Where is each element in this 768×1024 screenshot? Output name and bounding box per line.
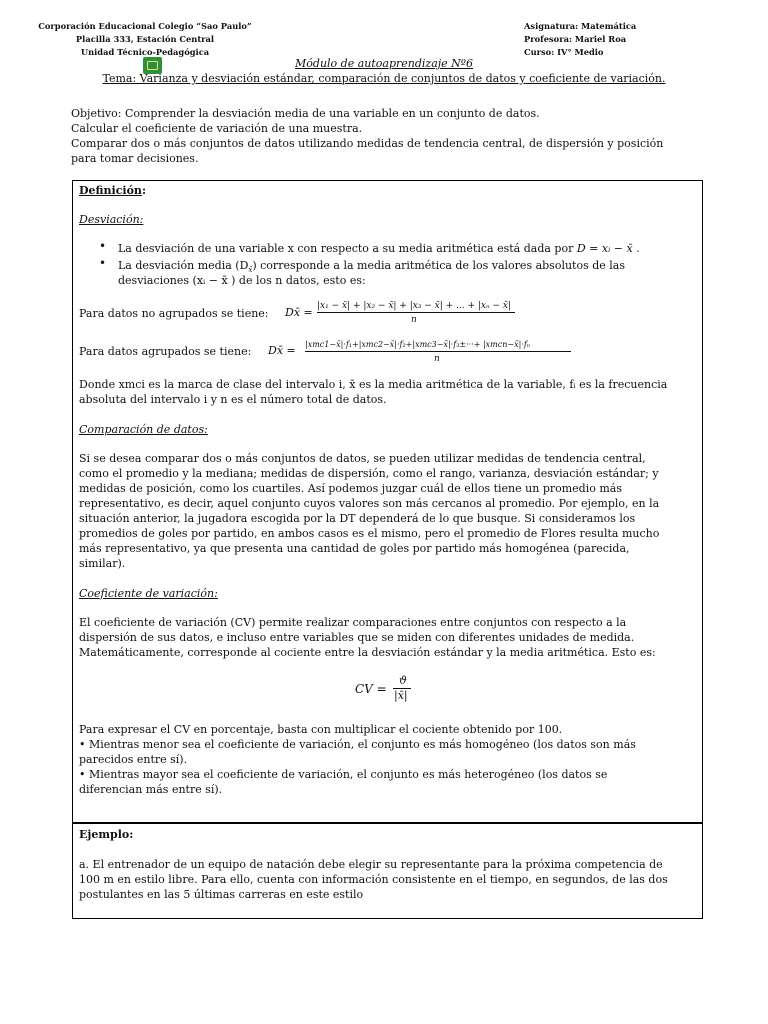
cv-formula-denominator: |x̄| (394, 689, 408, 702)
cv-formula-lhs: CV = (355, 682, 387, 696)
objective-line: para tomar decisiones. (71, 152, 199, 165)
course: Curso: IV° Medio (524, 47, 604, 57)
objective-line: Calcular el coeficiente de variación de una muestra. (71, 122, 363, 135)
deviation-bullet: La desviación de una variable x con respecto a su media aritmética está dada por D = xᵢ − x̄ . (118, 242, 640, 255)
course-info (524, 20, 636, 59)
comparison-line: representativo, es decir, aquel conjunto cuyos valores son más cercanos al promedio. Por ejemplo, en la (79, 497, 660, 510)
example-heading: Ejemplo: (79, 828, 134, 841)
ungrouped-numerator: |x₁ − x̄| + |x₂ − x̄| + |x₃ − x̄| + ... + |xₙ − x̄| (317, 301, 512, 311)
example-line: a. El entrenador de un equipo de natación debe elegir su representante para la próxima competencia de (79, 858, 663, 871)
cv-heading: Coeficiente de variación: (79, 587, 218, 600)
deviation-heading: Desviación: (79, 213, 144, 226)
grouped-label: Para datos agrupados se tiene: (79, 345, 252, 358)
school-info (0, 20, 290, 59)
cv-line: El coeficiente de variación (CV) permite realizar comparaciones entre conjuntos con respecto a la (79, 616, 627, 629)
comparison-line: situación anterior, la jugadora escogida por la DT dependerá de lo que busque. Si consideramos los (79, 512, 636, 525)
school-unit: Unidad Técnico-Pedagógica (80, 47, 210, 57)
comparison-line: más representativo, ya que presenta una cantidad de goles por partido más homogénea (parecida, (79, 542, 630, 555)
cv-line: dispersión de sus datos, e incluso entre variables que se miden con diferentes unidades de medida. (79, 631, 635, 644)
comparison-line: similar). (79, 557, 126, 570)
cv-line: parecidos entre sí). (79, 753, 188, 766)
teacher: Profesora: Mariel Roa (524, 34, 627, 44)
example-box (72, 823, 703, 919)
comparison-line: medidas de posición, como los cuartiles. Así podemos juzgar cuál de ellos tiene un promedio más (79, 482, 622, 495)
ungrouped-label: Para datos no agrupados se tiene: (79, 307, 269, 320)
bullet-icon: • (99, 256, 107, 270)
grouped-numerator: |xmc1−x̄|·f₁+|xmc2−x̄|·f₂+|xmc3−x̄|·f₃±···+ |xmcn−x̄|·fₙ (305, 340, 531, 349)
topic-title: Tema: Varianza y desviación estándar, comparación de conjuntos de datos y coeficiente de variación. (102, 72, 666, 85)
comparison-line: promedios de goles por partido, en ambos casos es el mismo, pero el promedio de Flores resulta mucho (79, 527, 660, 540)
example-line: postulantes en las 5 últimas carreras en este estilo (79, 888, 364, 901)
subject: Asignatura: Matemática (524, 21, 637, 31)
school-address: Placilla 333, Estación Central (75, 34, 215, 44)
cv-line: • Mientras menor sea el coeficiente de variación, el conjunto es más homogéneo (los datos son más (79, 738, 636, 751)
cv-line: diferencian más entre sí). (79, 783, 223, 796)
comparison-line: como el promedio y la mediana; medidas de dispersión, como el rango, varianza, desviación estándar; y (79, 467, 659, 480)
grouped-lhs: Dx̄ = (268, 344, 296, 357)
where-line: Donde xmci es la marca de clase del intervalo i, x̄ es la media aritmética de la variable, fᵢ es la frecuencia (79, 378, 668, 391)
where-line: absoluta del intervalo i y n es el número total de datos. (79, 393, 387, 406)
mean-deviation-bullet-cont: desviaciones (xᵢ − x̄ ) de los n datos, esto es: (118, 274, 366, 287)
comparison-line: Si se desea comparar dos o más conjuntos de datos, se pueden utilizar medidas de tendencia central, (79, 452, 646, 465)
cv-line: Matemáticamente, corresponde al cociente entre la desviación estándar y la media aritmética. Esto es: (79, 646, 656, 659)
example-line: 100 m en estilo libre. Para ello, cuenta con información consistente en el tiempo, en segundos, de las dos (79, 873, 668, 886)
grouped-denominator: n (434, 354, 440, 364)
cv-formula-numerator: ϑ (399, 674, 407, 687)
cv-line: Para expresar el CV en porcentaje, basta con multiplicar el cociente obtenido por 100. (79, 723, 563, 736)
ungrouped-denominator: n (411, 315, 417, 325)
module-title: Módulo de autoaprendizaje Nº6 (295, 57, 473, 70)
mean-deviation-bullet: La desviación media $(D_{x̄})$ corresponde a la media aritmética de los valores absolutos de las (118, 259, 626, 275)
definition-heading: Definición: (79, 184, 146, 197)
cv-line: • Mientras mayor sea el coeficiente de variación, el conjunto es más heterogéneo (los datos se (79, 768, 608, 781)
objective-line: Objetivo: Comprender la desviación media de una variable en un conjunto de datos. (71, 107, 540, 120)
ungrouped-lhs: Dx̄ = (285, 306, 313, 319)
bullet-icon: • (99, 239, 107, 253)
fraction-bar (317, 312, 515, 313)
school-name: Corporación Educacional Colegio “Sao Paulo” (38, 21, 252, 31)
comparison-heading: Comparación de datos: (79, 423, 208, 436)
definition-box (72, 180, 703, 823)
objective-line: Comparar dos o más conjuntos de datos utilizando medidas de tendencia central, de dispersión y posición (71, 137, 664, 150)
fraction-bar (305, 351, 571, 352)
